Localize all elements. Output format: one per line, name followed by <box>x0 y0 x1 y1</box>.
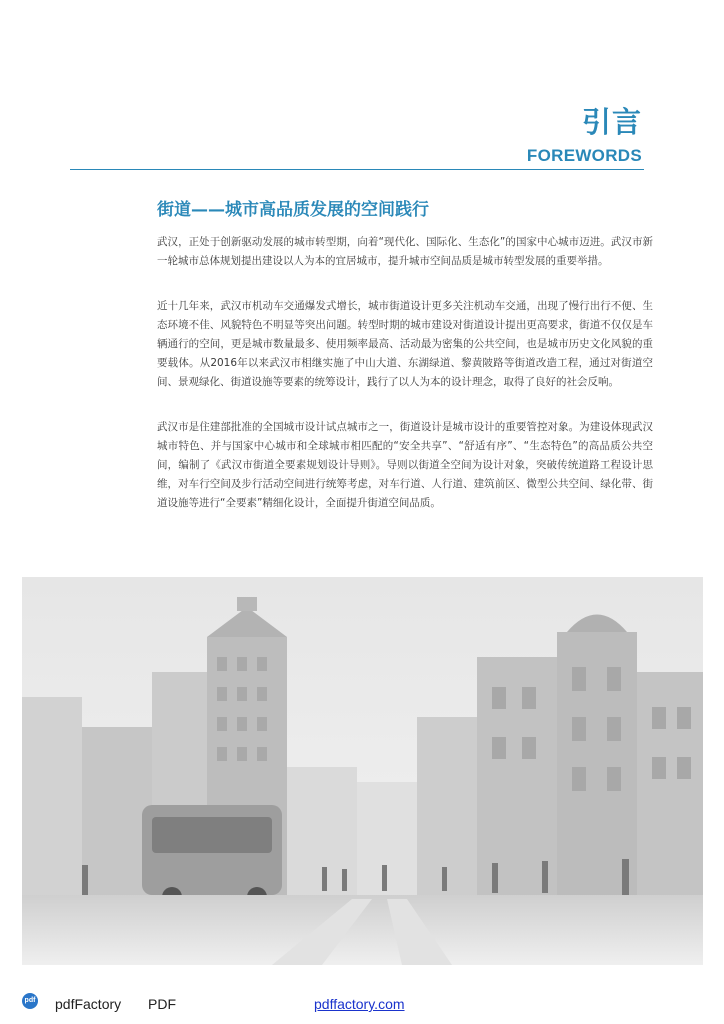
footer-brand: pdfFactory <box>55 996 122 1012</box>
street-photo <box>22 577 703 965</box>
pdf-logo-icon: pdf <box>22 993 38 1009</box>
page-title: 引言 <box>581 105 642 139</box>
paragraph-2: 近十几年来，武汉市机动车交通爆发式增长，城市街道设计更多关注机动车交通，出现了慢行出行不便、生态环境不佳、风貌特色不明显等突出问题。转型时期的城市建设对街道设计提出更高要求，街道不仅仅是车辆通行的空间，更是城市数量最多、使用频率最高、活动最为密集的公共空间，也是城市历史文化风貌的重要载体。从2016年以来武汉市相继实施了中山大道、东湖绿道、黎黄陂路等街道改造工程，通过对街道空间、景观绿化、街道设施等要素的统筹设计，践行了以人为本的设计理念，取得了良好的社会反响。 <box>157 300 653 388</box>
footer-link[interactable]: pdffactory.com <box>314 996 405 1012</box>
footer-pdf-label: PDF <box>148 996 176 1012</box>
footer <box>0 990 724 1020</box>
title-divider <box>70 169 644 170</box>
section-heading: 街道——城市高品质发展的空间践行 <box>157 200 429 220</box>
body-text <box>157 233 653 539</box>
paragraph-3: 武汉市是住建部批准的全国城市设计试点城市之一，街道设计是城市设计的重要管控对象。为建设体现武汉城市特色、并与国家中心城市和全球城市相匹配的“安全共享”、“舒适有序”、“生态特色”的高品质公共空间，编制了《武汉市街道全要素规划设计导则》。导则以街道全空间为设计对象，突破传统道路工程设计思维，对车行空间及步行活动空间进行统筹考虑，对车行道、人行道、建筑前区、微型公共空间、绿化带、街道设施等进行“全要素”精细化设计，全面提升街道空间品质。 <box>157 421 653 509</box>
street-photo-illustration <box>22 577 703 965</box>
page-subtitle: FOREWORDS <box>526 146 642 165</box>
paragraph-1: 武汉，正处于创新驱动发展的城市转型期，向着“现代化、国际化、生态化”的国家中心城市迈进。武汉市新一轮城市总体规划提出建设以人为本的宜居城市，提升城市空间品质是城市转型发展的重要举措。 <box>157 236 653 267</box>
